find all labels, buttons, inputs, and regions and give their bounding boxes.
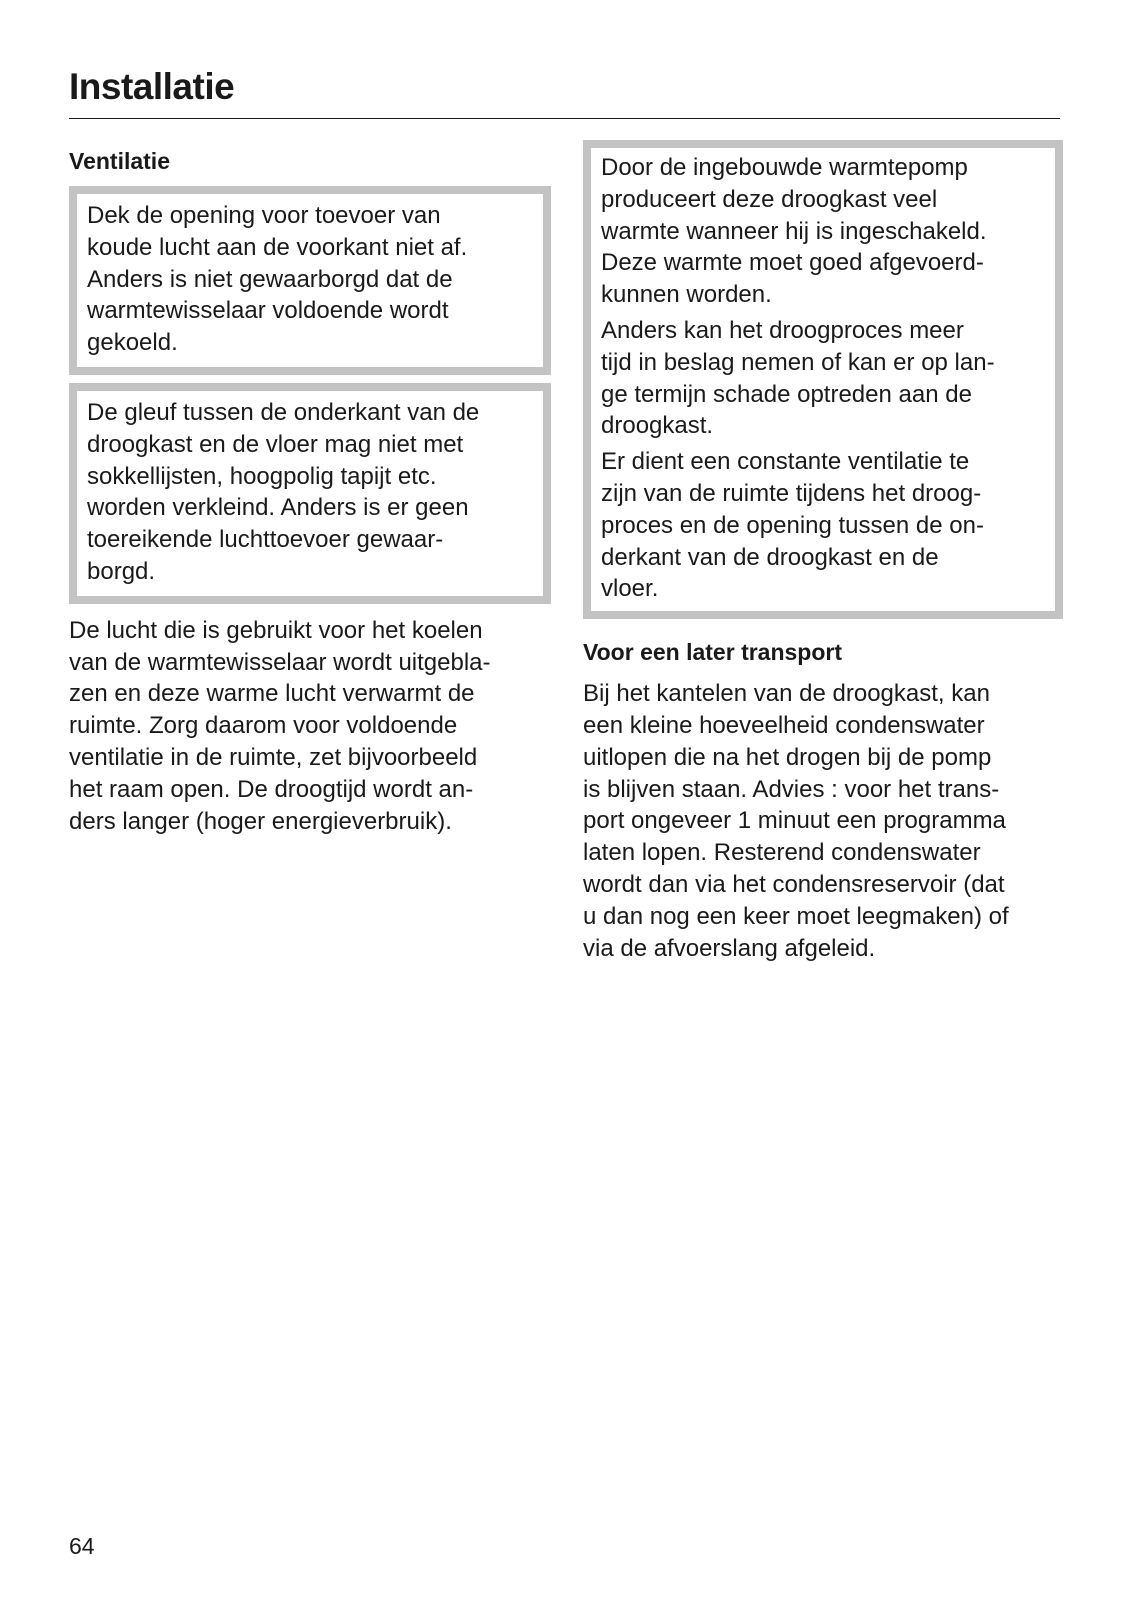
body-paragraph-cooling-air — [69, 615, 551, 838]
text-line: Er dient een constante ventilatie te — [601, 448, 970, 476]
right-column — [583, 140, 1063, 964]
text-line: De gleuf tussen de onderkant van de — [87, 398, 480, 426]
text-line: Anders is niet gewaarborgd dat de — [87, 265, 453, 293]
text-line: worden verkleind. Anders is er geen — [87, 494, 469, 522]
text-line: Door de ingebouwde warmtepomp — [601, 154, 968, 181]
text-line: warmte wanneer hij is ingeschakeld. — [601, 217, 987, 245]
notice-text — [87, 200, 533, 359]
text-line: ruimte. Zorg daarom voor voldoende — [69, 712, 458, 740]
text-line: De lucht die is gebruikt voor het koelen — [69, 616, 483, 644]
text-line: zijn van de ruimte tijdens het droog- — [601, 479, 982, 507]
notice-text — [601, 446, 1045, 605]
notice-text — [601, 315, 1045, 442]
text-line: derkant van de droogkast en de — [601, 543, 939, 571]
text-line: van de warmtewisselaar wordt uitgebla- — [69, 648, 491, 676]
text-line: laten lopen. Resterend condenswater — [583, 839, 981, 867]
text-line: droogkast. — [601, 412, 714, 440]
text-line: warmtewisselaar voldoende wordt — [87, 297, 449, 325]
text-line: via de afvoerslang afgeleid. — [583, 934, 876, 962]
notice-text — [601, 152, 1045, 311]
text-line: tijd in beslag nemen of kan er op lan- — [601, 348, 995, 376]
text-line: Bij het kantelen van de droogkast, kan — [583, 680, 990, 708]
notice-box-floor-gap — [69, 383, 551, 604]
text-line: is blijven staan. Advies : voor het trans- — [583, 775, 1000, 803]
text-line: uitlopen die na het drogen bij de pomp — [583, 743, 992, 771]
text-line: Deze warmte moet goed afgevoerd- — [601, 249, 984, 277]
text-line: kunnen worden. — [601, 281, 772, 309]
text-line: wordt dan via het condensreservoir (dat — [583, 870, 1005, 898]
text-line: sokkellijsten, hoogpolig tapijt etc. — [87, 462, 437, 490]
text-line: gekoeld. — [87, 329, 178, 357]
body-paragraph-transport — [583, 678, 1063, 964]
page-title: Installatie — [69, 66, 235, 107]
page-number: 64 — [69, 1533, 95, 1559]
text-line: ders langer (hoger energieverbruik). — [69, 807, 452, 835]
text-line: ge termijn schade optreden aan de — [601, 380, 972, 408]
notice-box-heat-pump — [583, 140, 1063, 619]
text-line: zen en deze warme lucht verwarmt de — [69, 680, 475, 708]
text-line: ventilatie in de ruimte, zet bijvoorbeeld — [69, 743, 478, 771]
text-line: produceert deze droogkast veel — [601, 185, 938, 213]
text-line: Anders kan het droogproces meer — [601, 316, 964, 344]
text-line: vloer. — [601, 575, 659, 603]
text-line: droogkast en de vloer mag niet met — [87, 430, 464, 458]
text-line: het raam open. De droogtijd wordt an- — [69, 775, 474, 803]
text-line: proces en de opening tussen de on- — [601, 511, 984, 539]
section-heading-transport: Voor een later transport — [583, 639, 843, 666]
notice-box-air-intake — [69, 186, 551, 375]
left-column — [69, 140, 551, 837]
text-line: een kleine hoeveelheid condenswater — [583, 711, 985, 739]
text-line: u dan nog een keer moet leegmaken) of — [583, 902, 1009, 930]
notice-text — [87, 397, 533, 588]
text-line: koude lucht aan de voorkant niet af. — [87, 233, 468, 261]
text-line: borgd. — [87, 557, 156, 585]
text-line: toereikende luchttoevoer gewaar- — [87, 526, 444, 554]
text-line: Dek de opening voor toevoer van — [87, 202, 441, 229]
text-line: port ongeveer 1 minuut een programma — [583, 807, 1006, 835]
title-divider — [69, 118, 1060, 119]
section-heading-ventilatie: Ventilatie — [69, 148, 170, 174]
